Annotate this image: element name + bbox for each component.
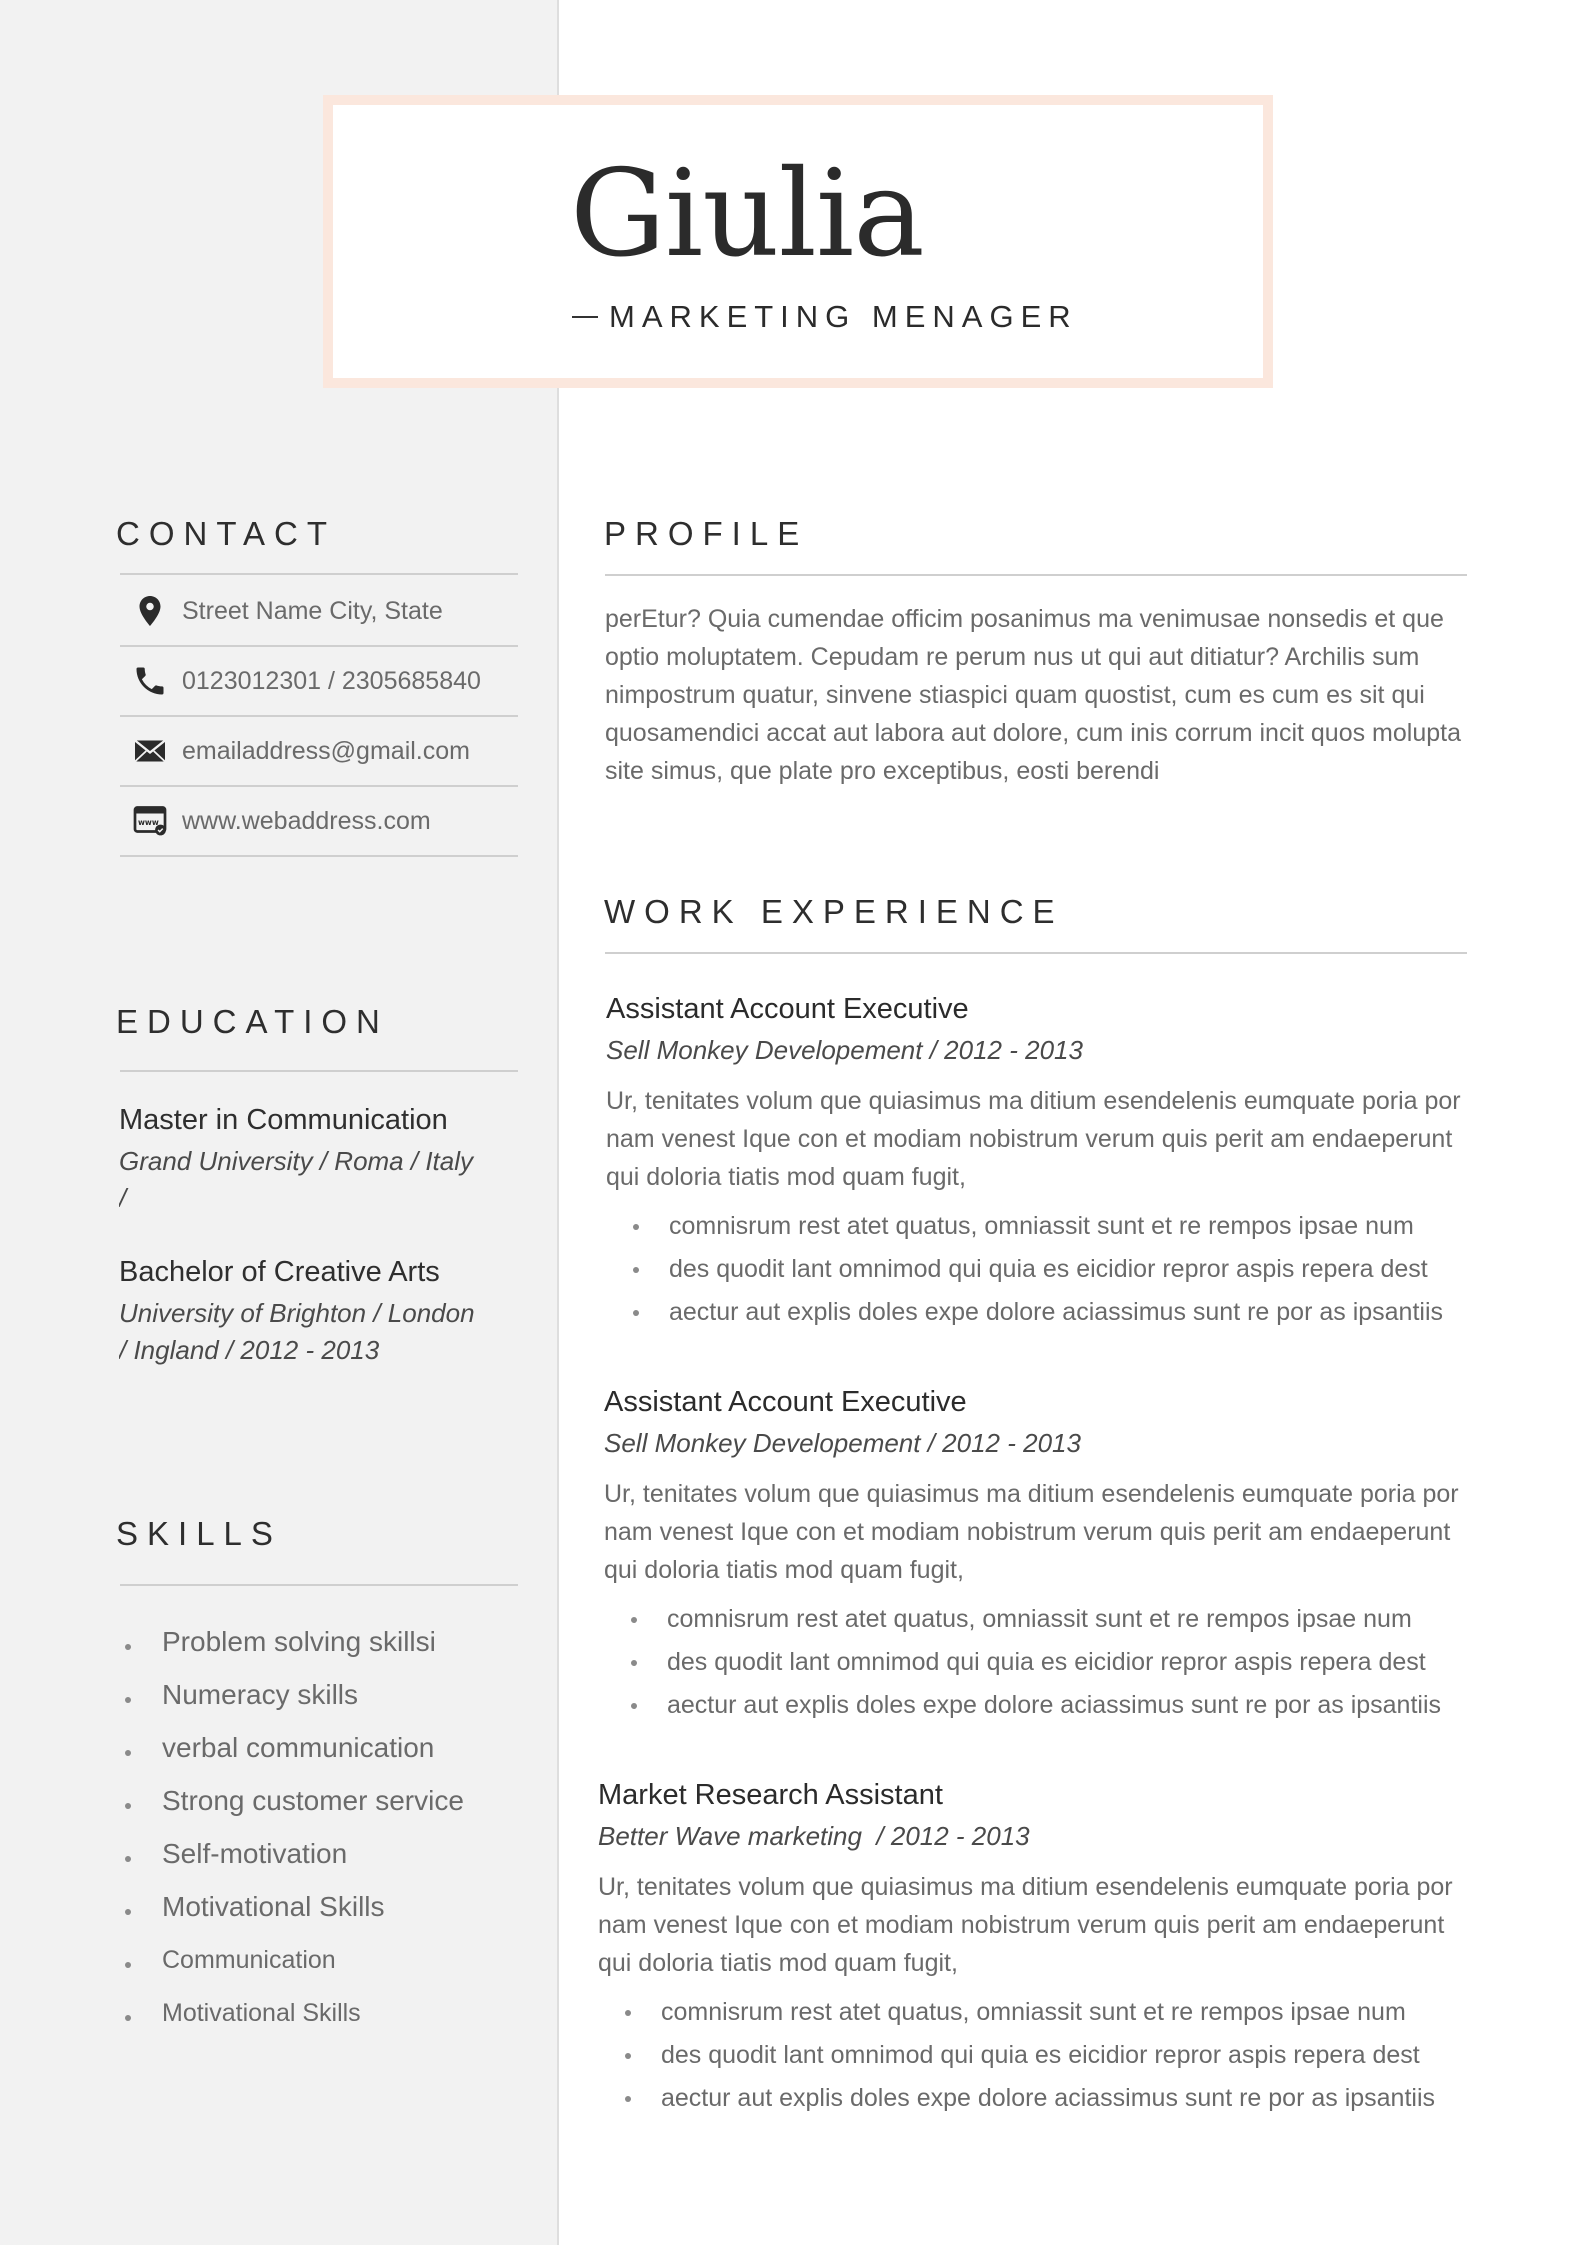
job-role: Assistant Account Executive [606,993,969,1025]
job-company: Sell Monkey Developement / 2012 - 2013 [604,1428,1081,1458]
contact-item-email [120,717,518,787]
skill-item: Numeracy skills [120,1673,464,1726]
skill-item: Problem solving skillsi [120,1620,464,1673]
education-degree: Bachelor of Creative Arts [119,1256,440,1288]
job-bullet: des quodit lant omnimod qui quia es eicidior repror aspis repera dest [606,1248,1486,1291]
skill-item: Strong customer service [120,1779,464,1832]
profile-text: perEtur? Quia cumendae officim posanimus ma venimusae nonsedis et que optio moluptatem. Cepudam re perum nus ut qui aut ditiatur? Archilis sum nimpostrum quatur, sinvene stiaspici quam quostist, cum es cum es sit qui quosamendici accat aut labora aut dolore, cum inis corrum incit quos molupta site simus, que plate pro exceptibus, eosti berendi [605,605,1461,785]
location-pin-icon [120,593,180,629]
contact-website: www.webaddress.com [182,806,431,835]
education-school: University of Brighton / London / Ingland / 2012 - 2013 [119,1298,475,1365]
name-header-card [323,95,1273,388]
job-bullet: des quodit lant omnimod qui quia es eicidior repror aspis repera dest [604,1641,1484,1684]
contact-item-website [120,787,518,857]
job-entry [606,989,1486,1334]
education-heading: EDUCATION [116,1003,389,1040]
skill-item: Self-motivation [120,1832,464,1885]
job-bullets [598,1991,1478,2120]
job-title: MARKETING MENAGER [609,299,1078,334]
education-rule [120,1070,518,1072]
job-role: Assistant Account Executive [604,1386,967,1418]
job-role: Market Research Assistant [598,1779,943,1811]
education-school: Grand University / Roma / Italy / [119,1146,473,1213]
job-description: Ur, tenitates volum que quiasimus ma ditium esendelenis eumquate poria por nam venest Ique con et modiam nobistrum verum quis perit am endaeperunt qui doloria tiatis mod quam fugit, [604,1480,1459,1584]
candidate-name: Giulia [570,145,924,284]
skills-rule [120,1584,518,1586]
web-browser-icon [120,803,180,839]
title-dash [572,316,598,318]
envelope-icon [120,733,180,769]
job-bullet: comnisrum rest atet quatus, omniassit sunt et re rempos ipsae num [598,1991,1478,2034]
contact-rule [120,573,518,575]
contact-phone: 0123012301 / 2305685840 [182,666,481,695]
job-bullet: aectur aut explis doles expe dolore aciassimus sunt re por as ipsantiis [598,2077,1478,2120]
job-bullets [604,1598,1484,1727]
job-bullets [606,1205,1486,1334]
skill-item: Motivational Skills [120,1991,464,2044]
phone-icon [120,663,180,699]
job-bullet: aectur aut explis doles expe dolore aciassimus sunt re por as ipsantiis [606,1291,1486,1334]
job-bullet: comnisrum rest atet quatus, omniassit sunt et re rempos ipsae num [606,1205,1486,1248]
svg-text:www: www [138,817,159,827]
skill-item: Motivational Skills [120,1885,464,1938]
skill-item: Communication [120,1938,464,1991]
work-experience-rule [605,952,1467,954]
contact-heading: CONTACT [116,515,337,552]
job-bullet: comnisrum rest atet quatus, omniassit sunt et re rempos ipsae num [604,1598,1484,1641]
skill-item: verbal communication [120,1726,464,1779]
job-description: Ur, tenitates volum que quiasimus ma ditium esendelenis eumquate poria por nam venest Ique con et modiam nobistrum verum quis perit am endaeperunt qui doloria tiatis mod quam fugit, [598,1873,1453,1977]
job-entry [598,1775,1478,2120]
skills-heading: SKILLS [116,1515,282,1552]
job-description: Ur, tenitates volum que quiasimus ma ditium esendelenis eumquate poria por nam venest Ique con et modiam nobistrum verum quis perit am endaeperunt qui doloria tiatis mod quam fugit, [606,1087,1461,1191]
job-bullet: aectur aut explis doles expe dolore aciassimus sunt re por as ipsantiis [604,1684,1484,1727]
job-company: Better Wave marketing / 2012 - 2013 [598,1821,1030,1851]
skills-list [120,1620,464,2044]
contact-address: Street Name City, State [182,596,443,625]
work-experience-heading: WORK EXPERIENCE [604,893,1064,930]
contact-item-phone [120,647,518,717]
profile-heading: PROFILE [604,515,809,552]
profile-rule [605,574,1467,576]
education-degree: Master in Communication [119,1104,448,1136]
contact-email: emailaddress@gmail.com [182,736,470,765]
job-entry [604,1382,1484,1727]
contact-item-address [120,577,518,647]
job-company: Sell Monkey Developement / 2012 - 2013 [606,1035,1083,1065]
job-bullet: des quodit lant omnimod qui quia es eicidior repror aspis repera dest [598,2034,1478,2077]
